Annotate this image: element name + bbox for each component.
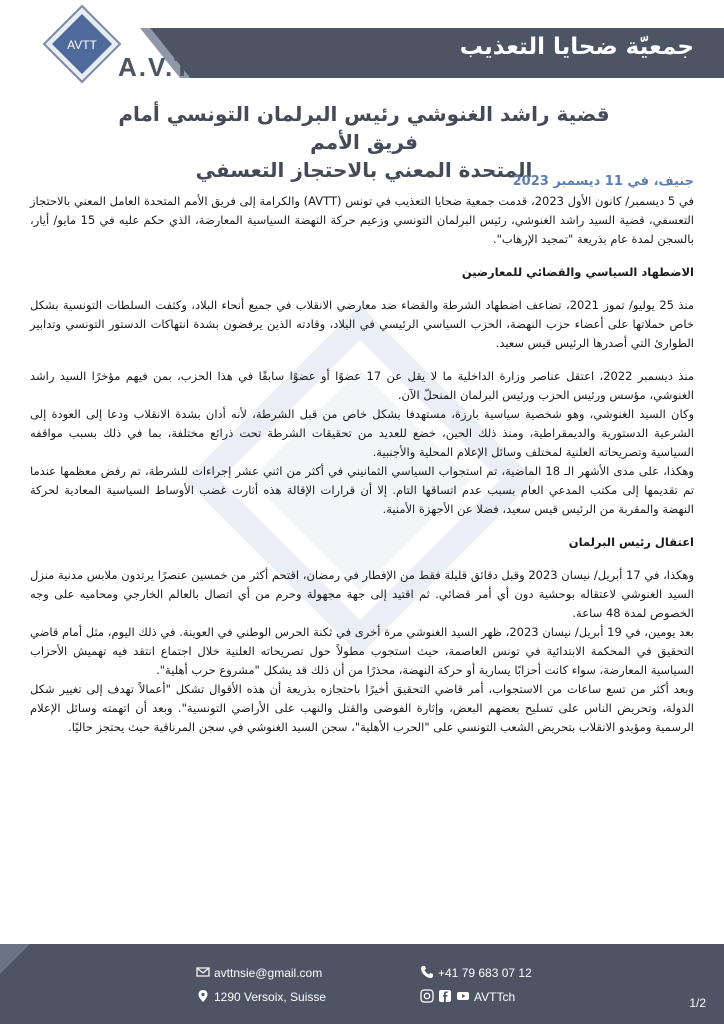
phone-text: +41 79 683 07 12 <box>438 966 532 980</box>
youtube-icon[interactable] <box>456 989 470 1003</box>
paragraph: وهكذا، على مدى الأشهر الـ 18 الماضية، تم استجواب السياسي الثمانيني في أكثر من اثني عشر إجراءات للشرطة، تم رفض معظمها عندما تم تقديمها إلى مكتب المدعي العام بسبب عدم اتساقها التام. إلا أن قرارات الإقالة هذه أثارت غضب الأوساط السياسية المعادية لحركة النهضة والمقربة من الرئيس قيس سعيد، فضلا عن الأجهزة الأمنية. <box>30 464 694 516</box>
title-line-1: قضية راشد الغنوشي رئيس البرلمان التونسي أمام فريق الأمم <box>118 102 610 154</box>
paragraph: وكان السيد الغنوشي، وهو شخصية سياسية بارزة، مستهدفا بشكل خاص من قبل الشرطة، لأنه أدان بشدة الانقلاب ودعا إلى العودة إلى الشرعية الدستورية والديمقراطية، ومنذ ذلك الحين، خضع للعديد من تحقيقات الشرطة تحت ذرائع مختلفة، بما في ذلك بسبب مواقفه السياسية وتصريحاته العلنية لمختلف وسائل الإعلام المحلية والأجنبية. <box>30 407 694 459</box>
section-heading-persecution: الاضطهاد السياسي والقضائي للمعارضين <box>461 265 694 279</box>
document-title <box>90 100 638 184</box>
logo-text: AVTT <box>67 38 97 52</box>
org-name-arabic: جمعيّة ضحايا التعذيب <box>459 34 694 60</box>
section-heading-arrest: اعتقال رئيس البرلمان <box>568 535 694 549</box>
avtt-logo <box>42 4 122 84</box>
footer-social[interactable] <box>420 989 515 1004</box>
paragraph-intro: في 5 ديسمبر/ كانون الأول 2023، قدمت جمعية ضحايا التعذيب في تونس (AVTT) والكرامة إلى فريق الأمم المتحدة العامل المعني بالاحتجاز التعسفي، قضية السيد راشد الغنوشي، رئيس البرلمان التونسي وزعيم حركة النهضة السياسية المعارضة، الذي حكم عليه في 15 مايو/ أيار، بالسجن لمدة عام بذريعة "تمجيد الإرهاب". <box>30 194 694 246</box>
email-text: avttnsie@gmail.com <box>214 966 323 980</box>
social-handle-text: AVTTch <box>474 990 516 1004</box>
mail-icon <box>196 965 210 979</box>
dateline: جنيف، في 11 ديسمبر 2023 <box>512 174 694 189</box>
footer-phone[interactable] <box>420 965 532 980</box>
footer-email[interactable] <box>196 965 322 980</box>
paragraph: بعد يومين، في 19 أبريل/ نيسان 2023، ظهر السيد الغنوشي مرة أخرى في ثكنة الحرس الوطني في العوينة. في ذلك اليوم، مثل أمام قاضي التحقيق في المحكمة الابتدائية في تونس العاصمة، حيث استجوب مطولاً حول تصريحاته العلنية خلال اجتماع انتقد فيه تهميش الأحزاب السياسية المعارضة، سواء كانت أحزابًا يسارية أو حركة النهضة، محذرًا من أن ذلك قد يشكل "مشروع حرب أهلية". <box>30 625 695 677</box>
org-abbreviation: A.V.T.T <box>118 52 217 82</box>
paragraph: وهكذا، في 17 أبريل/ نيسان 2023 وقبل دقائق قليلة فقط من الإفطار في رمضان، اقتحم أكثر من خمسين عنصرًا يرتدون ملابس مدنية منزل السيد الغنوشي لاعتقاله بوحشية دون أي أمر قضائي. ثم اقتيد إلى جهة مجهولة وحرم من أي اتصال بالعالم الخارجي ومحاميه على وجه الخصوص لمدة 48 ساعة. <box>30 568 695 620</box>
footer-banner <box>0 944 724 1024</box>
phone-icon <box>420 965 434 979</box>
paragraph: منذ ديسمبر 2022، اعتقل عناصر وزارة الداخلية ما لا يقل عن 17 عضوًا أو عضوًا سابقًا في هذا الحزب، بمن فيهم مؤخرًا السيد راشد الغنوشي، مؤسس ورئيس الحزب ورئيس البرلمان المنحلّ الآن. <box>30 369 694 402</box>
paragraph: وبعد أكثر من تسع ساعات من الاستجواب، أمر قاضي التحقيق أخيرًا باحتجازه بذريعة أن هذه الأقوال تشكل "أعمالاً تهدف إلى تغيير شكل الدولة، وتحريض الناس على تسليح بعضهم البعض، وإثارة الفوضى والقتل والنهب على الأراضي التونسية". وبعد أن اتهمته وسائل الإعلام الرسمية ومؤيدو الانقلاب بتحريض الشعب التونسي على "الحرب الأهلية"، سجن السيد الغنوشي في سجن المرناقية حيث يحتجز حاليًا. <box>30 682 694 734</box>
paragraph: منذ 25 يوليو/ تموز 2021، تضاعف اضطهاد الشرطة والقضاء ضد معارضي الانقلاب في جميع أنحاء البلاد، وكثفت السلطات التونسية بشكل خاص حملاتها على أعضاء حزب النهضة، الحزب السياسي الرئيسي في البلاد، وقادته الذين يرفضون بشدة انتهاكات الدستور التونسي وتدابير الطوارئ التي أصدرها الرئيس قيس سعيد. <box>30 298 694 350</box>
address-text: 1290 Versoix, Suisse <box>214 990 327 1004</box>
location-pin-icon <box>196 989 210 1003</box>
title-line-2: المتحدة المعني بالاحتجاز التعسفي <box>195 158 533 182</box>
footer-address <box>196 989 326 1004</box>
instagram-icon[interactable] <box>420 989 434 1003</box>
document-body <box>30 192 694 737</box>
page-number: 1/2 <box>689 996 706 1010</box>
facebook-icon[interactable] <box>438 989 452 1003</box>
